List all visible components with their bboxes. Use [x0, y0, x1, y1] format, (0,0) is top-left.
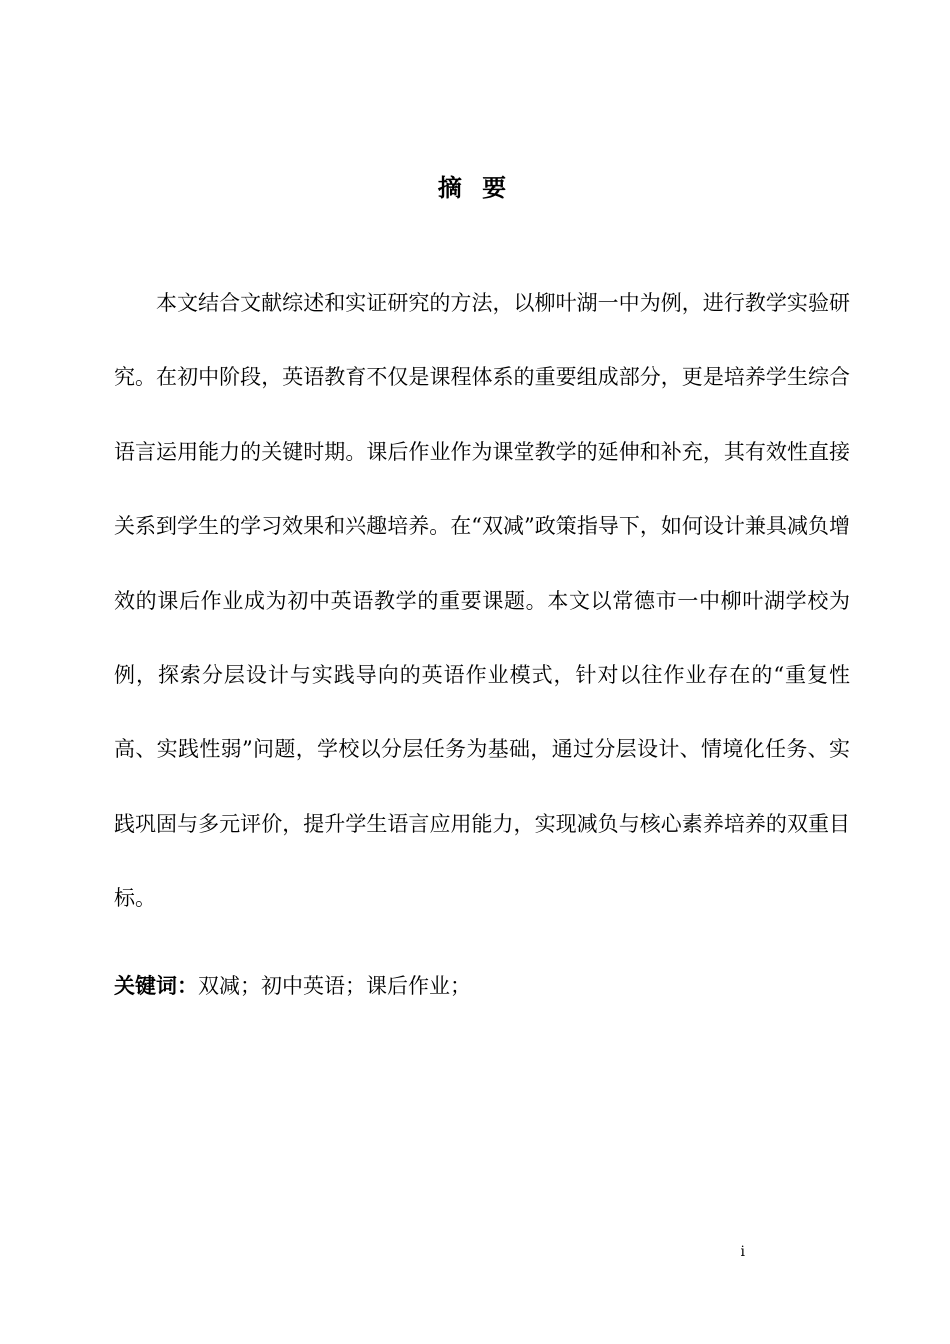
page-number: i	[740, 1244, 745, 1260]
keywords-line	[114, 966, 850, 1006]
page-title: 摘 要	[437, 174, 513, 202]
abstract-paragraph: 本文结合文献综述和实证研究的方法，以柳叶湖一中为例，进行教学实验研究。在初中阶段，英语教育不仅是课程体系的重要组成部分，更是培养学生综合语言运用能力的关键时期。课后作业作为课堂教学的延伸和补充，其有效性直接关系到学生的学习效果和兴趣培养。在“双减”政策指导下，如何设计兼具减负增效的课后作业成为初中英语教学的重要课题。本文以常德市一中柳叶湖学校为例，探索分层设计与实践导向的英语作业模式，针对以往作业存在的“重复性高、实践性弱”问题，学校以分层任务为基础，通过分层设计、情境化任务、实践巩固与多元评价，提升学生语言应用能力，实现减负与核心素养培养的双重目标。	[114, 291, 850, 911]
keywords-label: 关键词：	[114, 974, 198, 998]
keywords-value: 双减；初中英语；课后作业；	[198, 974, 471, 998]
